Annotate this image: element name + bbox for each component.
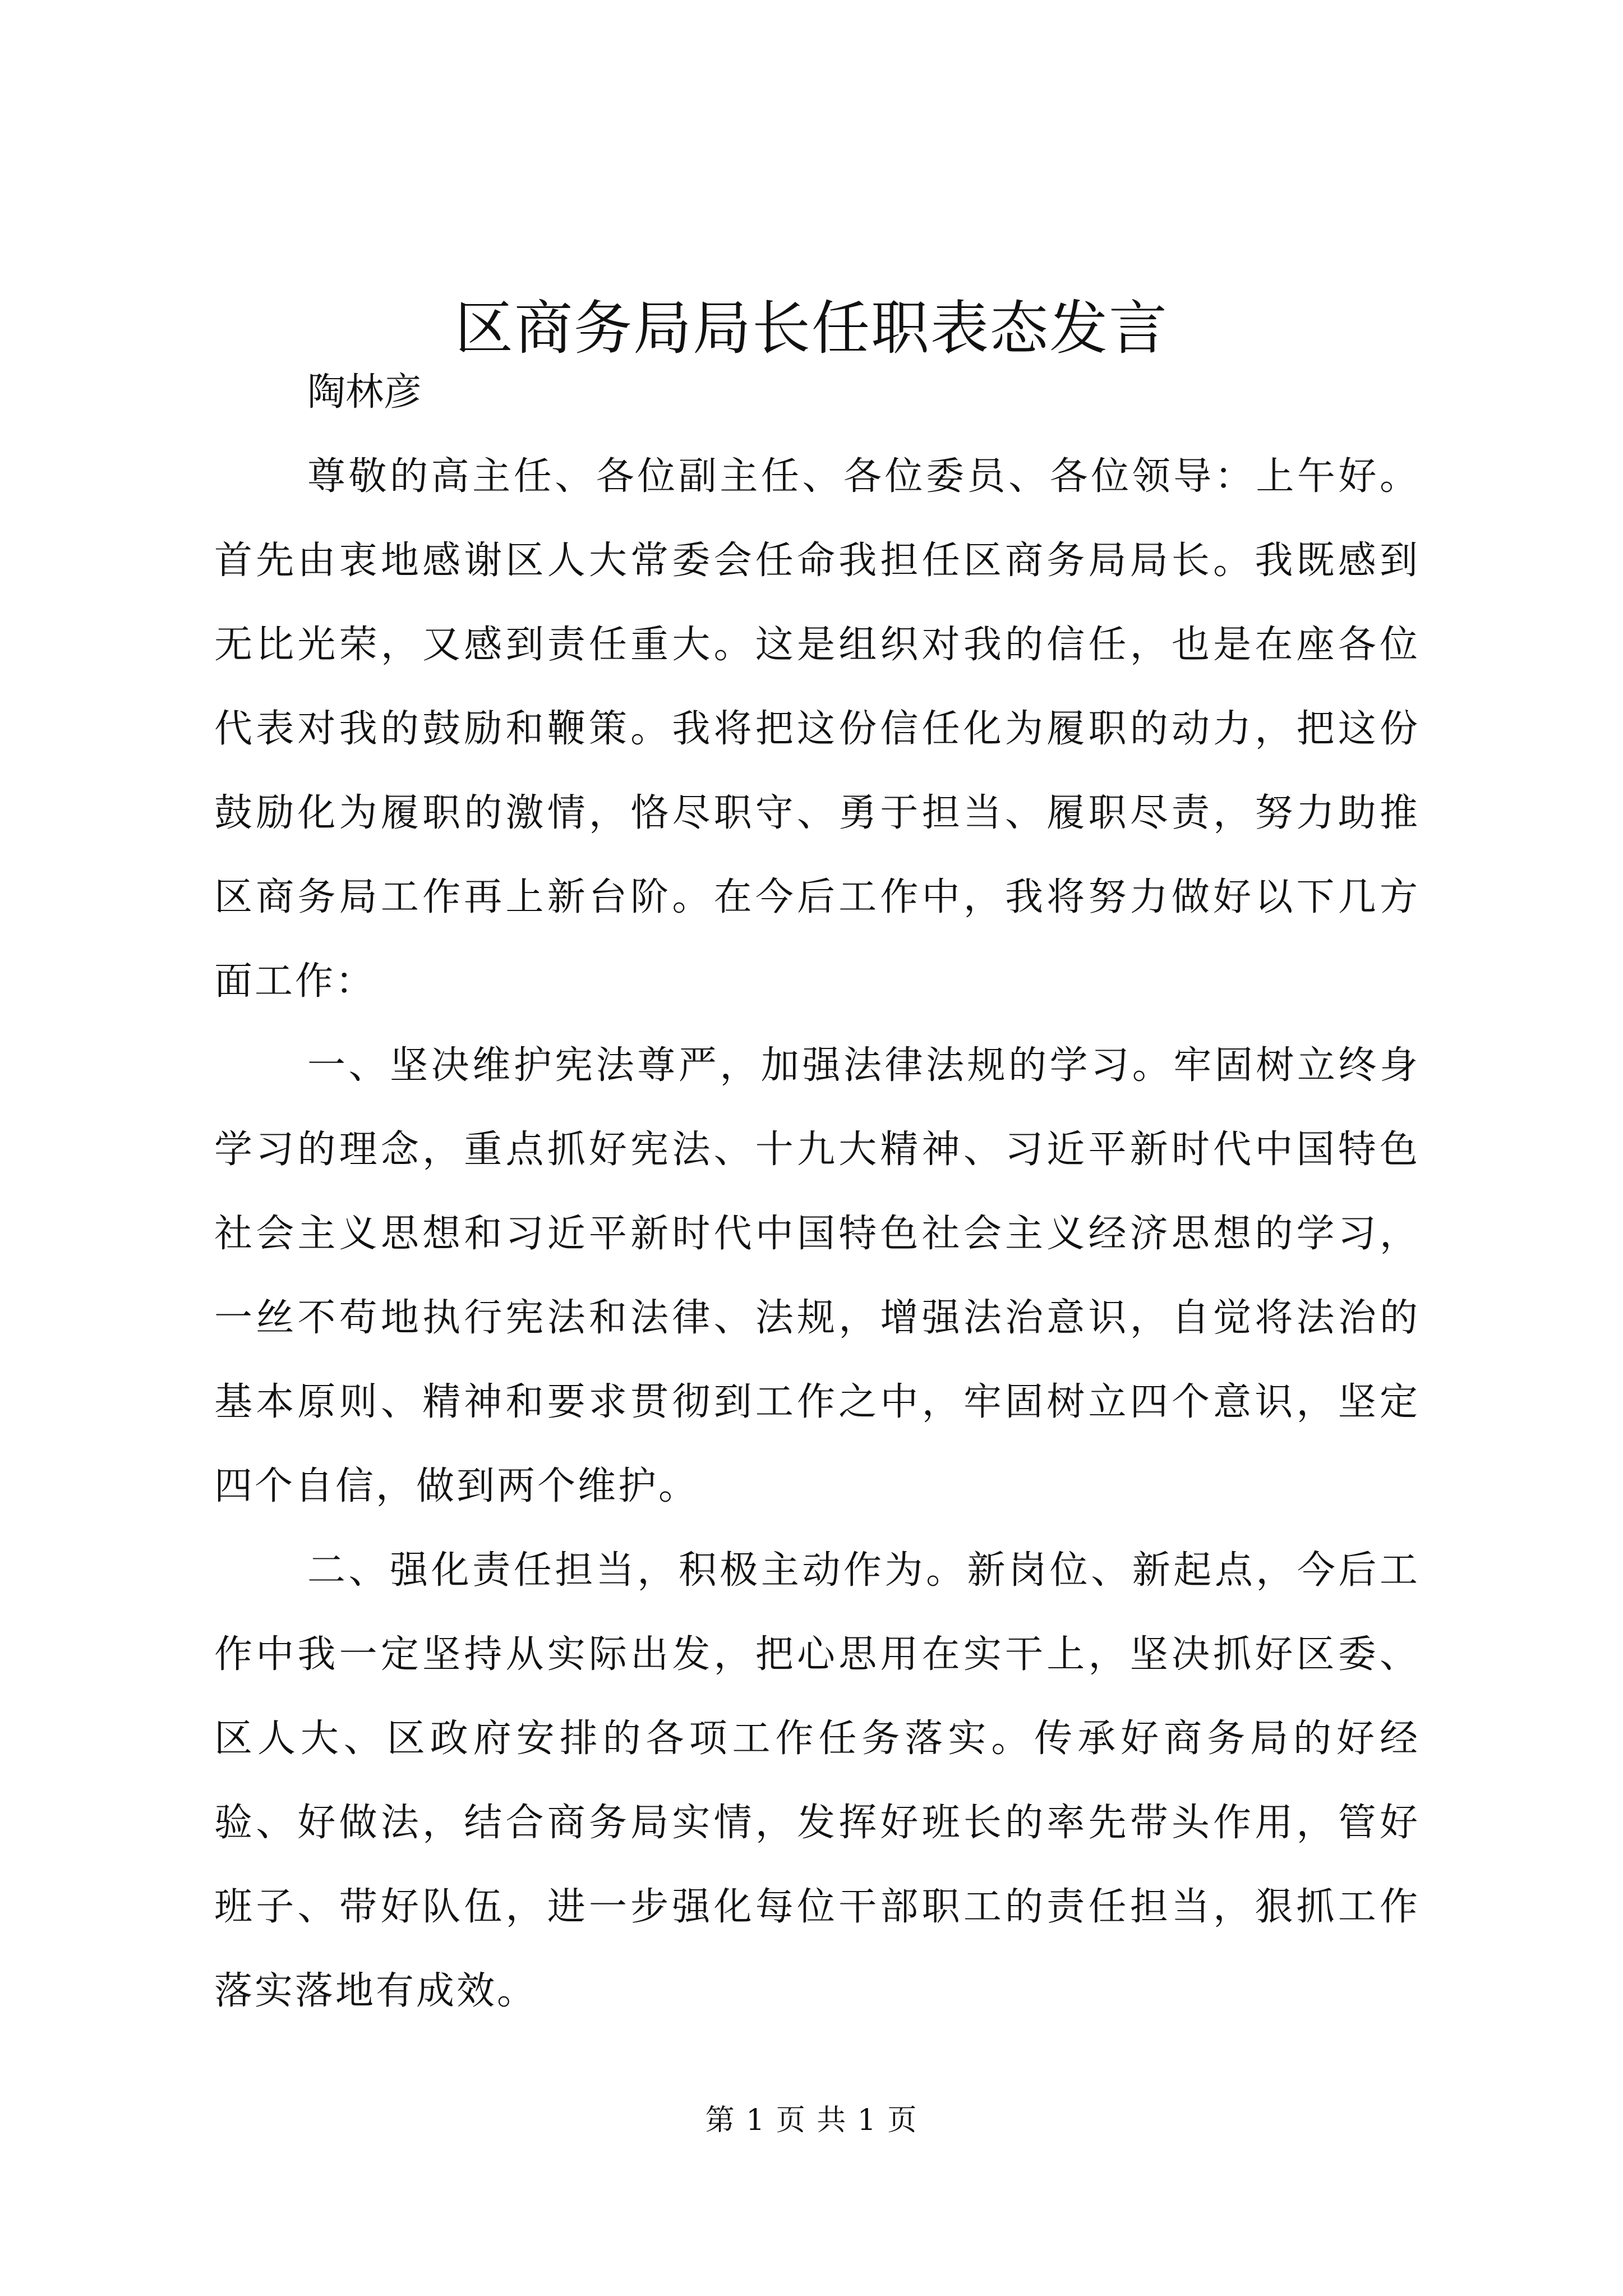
paragraph-greeting: 尊敬的高主任、各位副主任、各位委员、各位领导：上午好。首先由衷地感谢区人大常委会任命我担任区商务局局长。我既感到无比光荣，又感到责任重大。这是组织对我的信任，也是在座各位代表对我的鼓励和鞭策。我将把这份信任化为履职的动力，把这份鼓励化为履职的激情，恪尽职守、勇于担当、履职尽责，努力助推区商务局工作再上新台阶。在今后工作中，我将努力做好以下几方面工作： — [214, 454, 1420, 1004]
paragraph-point-one: 一、坚决维护宪法尊严，加强法律法规的学习。牢固树立终身学习的理念，重点抓好宪法、十九大精神、习近平新时代中国特色社会主义思想和习近平新时代中国特色社会主义经济思想的学习，一丝不苟地执行宪法和法律、法规，增强法治意识，自觉将法治的基本原则、精神和要求贯彻到工作之中，牢固树立四个意识，坚定四个自信，做到两个维护。 — [214, 1043, 1420, 1508]
author-name: 陶林彦 — [307, 370, 422, 415]
document-title: 区商务局局长任职表态发言 — [454, 294, 1168, 362]
page-footer: 第 1 页 共 1 页 — [705, 2104, 918, 2137]
paragraph-point-two: 二、强化责任担当，积极主动作为。新岗位、新起点，今后工作中我一定坚持从实际出发，把心思用在实干上，坚决抓好区委、区人大、区政府安排的各项工作任务落实。传承好商务局的好经验、好做法，结合商务局实情，发挥好班长的率先带头作用，管好班子、带好队伍，进一步强化每位干部职工的责任担当，狠抓工作落实落地有成效。 — [214, 1548, 1420, 2013]
document-body — [214, 351, 1420, 2033]
